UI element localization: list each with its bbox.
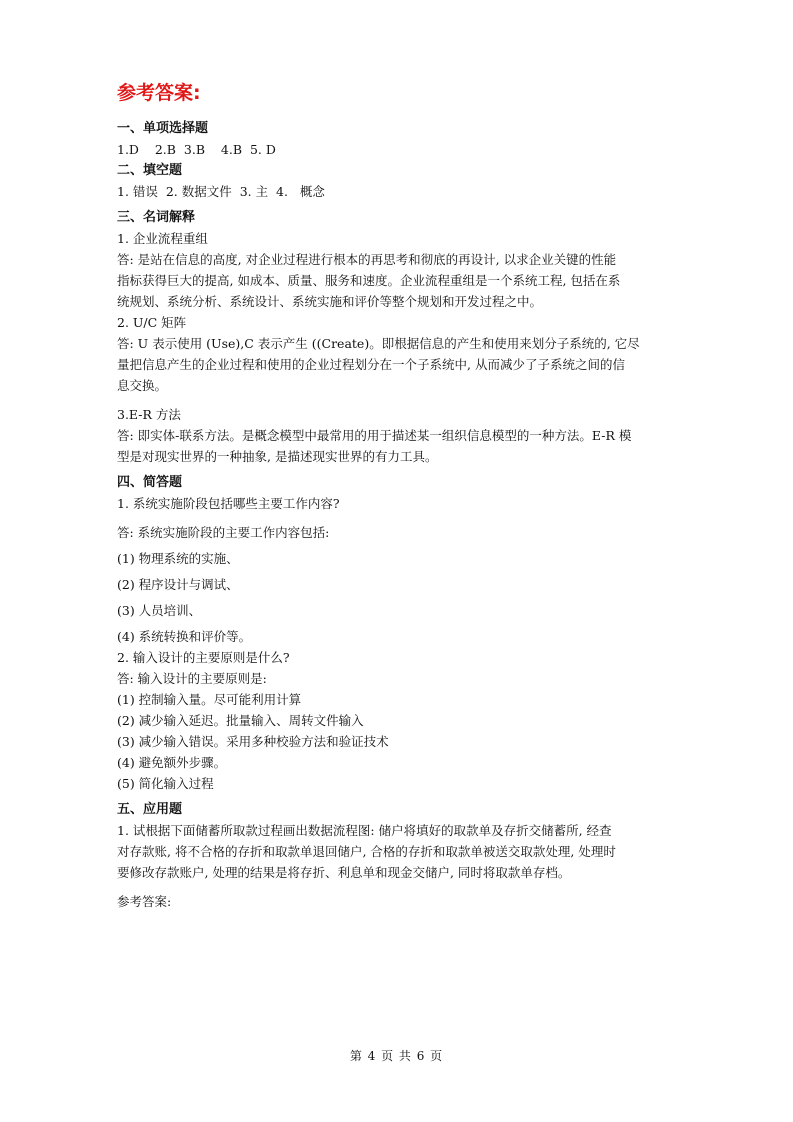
- short-answer-2-intro: 答: 输入设计的主要原则是:: [117, 671, 267, 686]
- short-answer-1-intro: 答: 系统实施阶段的主要工作内容包括:: [117, 525, 330, 540]
- choice-answers: 1.D 2.B 3.B 4.B 5. D: [117, 142, 276, 157]
- fill-answers: 1. 错误 2. 数据文件 3. 主 4. 概念: [117, 184, 325, 199]
- reference-answer-label: 参考答案:: [117, 894, 172, 909]
- term-2-answer-line: 量把信息产生的企业过程和使用的企业过程划分在一个子系统中, 从而减少了子系统之间的信: [117, 357, 625, 372]
- section-heading-terms: 三、名词解释: [117, 210, 196, 225]
- list-item: (1) 控制输入量。尽可能利用计算: [117, 692, 302, 707]
- section-heading-choice: 一、单项选择题: [117, 121, 209, 136]
- list-item: (2) 程序设计与调试、: [117, 577, 239, 592]
- term-3-answer-line: 型是对现实世界的一种抽象, 是描述现实世界的有力工具。: [117, 449, 438, 464]
- list-item: (3) 减少输入错误。采用多种校验方法和验证技术: [117, 734, 389, 749]
- term-1-answer-line: 指标获得巨大的提高, 如成本、质量、服务和速度。企业流程重组是一个系统工程, 包括在系: [117, 273, 621, 288]
- answer-title: 参考答案:: [117, 82, 201, 104]
- term-1-title: 1. 企业流程重组: [117, 231, 208, 246]
- term-3-answer-line: 答: 即实体-联系方法。是概念模型中最常用的用于描述某一组织信息模型的一种方法。E-R 模: [117, 428, 632, 443]
- section-heading-fill: 二、填空题: [117, 163, 183, 178]
- term-2-answer-line: 息交换。: [117, 378, 168, 393]
- term-1-answer-line: 答: 是站在信息的高度, 对企业过程进行根本的再思考和彻底的再设计, 以求企业关键的性能: [117, 252, 617, 267]
- term-1-answer-line: 统规划、系统分析、系统设计、系统实施和评价等整个规划和开发过程之中。: [117, 294, 543, 309]
- application-question-line: 对存款账, 将不合格的存折和取款单退回储户, 合格的存折和取款单被送交取款处理, 处理时: [117, 844, 616, 859]
- list-item: (3) 人员培训、: [117, 603, 202, 618]
- section-heading-short: 四、简答题: [117, 475, 183, 490]
- application-question-line: 1. 试根据下面储蓄所取款过程画出数据流程图: 储户将填好的取款单及存折交储蓄所, 经查: [117, 823, 612, 838]
- page-footer: 第 4 页 共 6 页: [349, 1049, 444, 1063]
- answer-content: [117, 118, 697, 912]
- term-2-answer-line: 答: U 表示使用 (Use),C 表示产生 ((Create)。即根据信息的产生和使用来划分子系统的, 它尽: [117, 336, 640, 351]
- list-item: (4) 系统转换和评价等。: [117, 629, 252, 644]
- short-question-1: 1. 系统实施阶段包括哪些主要工作内容?: [117, 496, 340, 511]
- list-item: (1) 物理系统的实施、: [117, 551, 239, 566]
- list-item: (2) 减少输入延迟。批量输入、周转文件输入: [117, 713, 364, 728]
- short-question-2: 2. 输入设计的主要原则是什么?: [117, 650, 290, 665]
- application-question-line: 要修改存款账户, 处理的结果是将存折、利息单和现金交储户, 同时将取款单存档。: [117, 865, 571, 880]
- section-heading-application: 五、应用题: [117, 802, 183, 817]
- list-item: (4) 避免额外步骤。: [117, 755, 227, 770]
- term-3-title: 3.E-R 方法: [117, 407, 181, 422]
- term-2-title: 2. U/C 矩阵: [117, 315, 187, 330]
- list-item: (5) 简化输入过程: [117, 776, 214, 791]
